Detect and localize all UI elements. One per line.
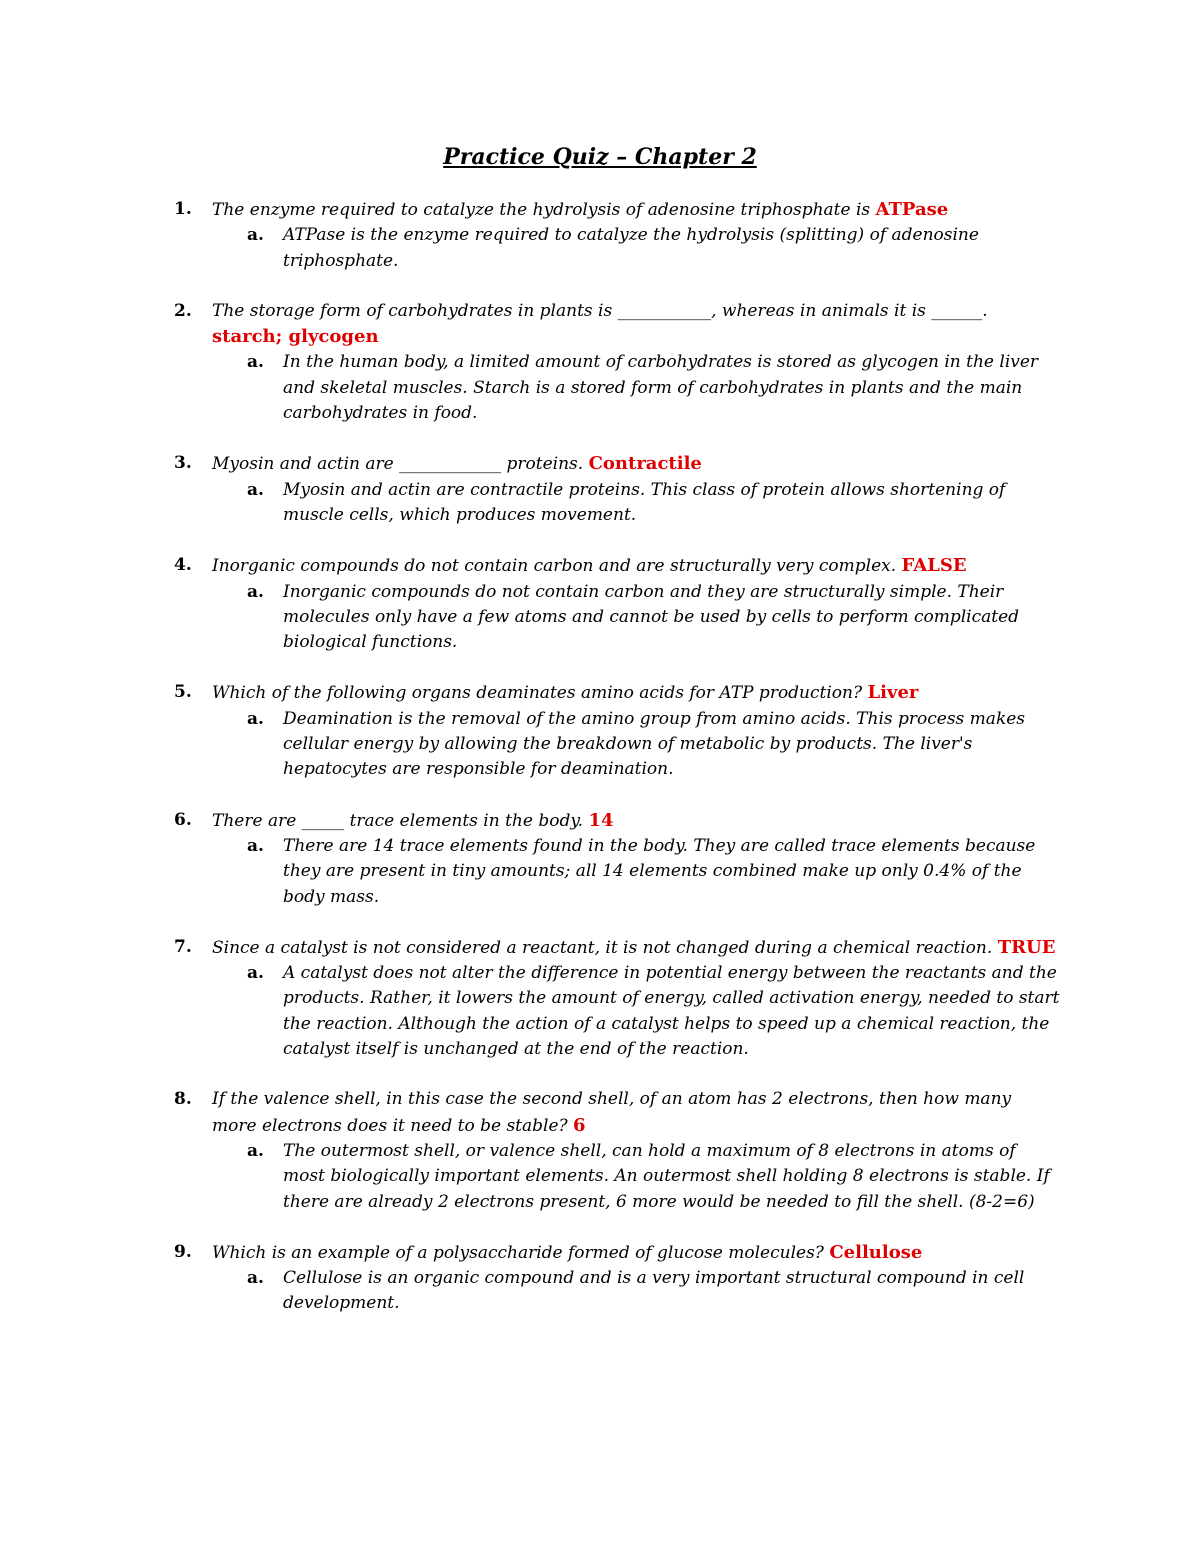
explanation	[212, 580, 1060, 656]
answer-text: 14	[588, 809, 614, 831]
explanation-letter: a.	[247, 1268, 264, 1289]
explanation-text: Deamination is the removal of the amino group from amino acids. This process makes cellular energy by allowing the breakdown of metabolic by products. The liver's hepatocytes are responsible for deamination.	[283, 708, 1026, 780]
question-item	[0, 1087, 1200, 1214]
answer-text: starch; glycogen	[212, 326, 379, 348]
question-number: 2.	[174, 300, 192, 321]
question-list	[0, 197, 1200, 1342]
answer-text: TRUE	[997, 936, 1056, 958]
question-number: 9.	[174, 1241, 192, 1262]
explanation-text: A catalyst does not alter the difference in potential energy between the reactants and the products. Rather, it lowers the amount of energy, called activation energy, needed to start the reaction. Although the action of a catalyst helps to speed up a chemical reaction, the catalyst itself is unchanged at the end of the reaction.	[283, 963, 1060, 1060]
explanation-letter: a.	[247, 581, 264, 602]
explanation-letter: a.	[247, 479, 264, 500]
question-item	[0, 197, 1200, 274]
explanation-text: Myosin and actin are contractile proteins. This class of protein allows shortening of muscle cells, which produces movement.	[283, 479, 1006, 525]
question-number: 4.	[174, 555, 192, 576]
question-text: The storage form of carbohydrates in plants is ___________, whereas in animals it is ______.	[212, 300, 988, 321]
question-line	[212, 935, 1060, 961]
explanation	[212, 478, 1060, 529]
explanation	[212, 961, 1060, 1062]
question-line	[212, 451, 1060, 477]
question-item	[0, 1240, 1200, 1317]
question-text: Which of the following organs deaminates amino acids for ATP production?	[212, 683, 868, 704]
explanation-text: In the human body, a limited amount of carbohydrates is stored as glycogen in the liver and skeletal muscles. Starch is a stored form of carbohydrates in plants and the main carbohydrates in food.	[283, 352, 1039, 424]
explanation	[212, 1139, 1060, 1215]
explanation-text: The outermost shell, or valence shell, can hold a maximum of 8 electrons in atoms of most biologically important elements. An outermost shell holding 8 electrons is stable. If there are already 2 electrons present, 6 more would be needed to fill the shell. (8-2=6)	[283, 1140, 1050, 1212]
question-line	[212, 808, 1060, 834]
question-number: 1.	[174, 199, 192, 219]
explanation-letter: a.	[247, 225, 264, 246]
answer-text: 6	[573, 1114, 586, 1136]
question-item	[0, 553, 1200, 655]
explanation-letter: a.	[247, 708, 264, 729]
answer-text: Cellulose	[829, 1241, 923, 1263]
explanation-text: Inorganic compounds do not contain carbon and they are structurally simple. Their molecules only have a few atoms and cannot be used by cells to perform complicated biological functions.	[283, 581, 1020, 653]
question-item	[0, 680, 1200, 782]
question-number: 3.	[174, 453, 192, 474]
explanation-letter: a.	[247, 835, 264, 856]
question-item	[0, 299, 1200, 426]
question-number: 5.	[174, 682, 192, 703]
explanation	[212, 223, 1060, 274]
question-text: Inorganic compounds do not contain carbon and are structurally very complex.	[212, 556, 902, 577]
question-item	[0, 451, 1200, 528]
question-number: 6.	[174, 809, 192, 830]
explanation-letter: a.	[247, 1140, 264, 1161]
explanation-text: ATPase is the enzyme required to catalyze the hydrolysis (splitting) of adenosine triphosphate.	[283, 225, 979, 271]
question-text: Myosin and actin are ____________ proteins.	[212, 454, 589, 475]
question-line	[212, 197, 1060, 223]
question-line	[212, 680, 1060, 706]
page-title: Practice Quiz – Chapter 2	[443, 144, 757, 170]
question-line	[212, 553, 1060, 579]
explanation	[212, 834, 1060, 910]
question-line	[212, 1240, 1060, 1266]
explanation-letter: a.	[247, 963, 264, 984]
explanation-letter: a.	[247, 352, 264, 373]
answer-text: Liver	[867, 682, 919, 704]
question-text: There are _____ trace elements in the body.	[212, 810, 589, 831]
question-item	[0, 808, 1200, 910]
question-number: 7.	[174, 936, 192, 957]
question-item	[0, 935, 1200, 1062]
question-text: If the valence shell, in this case the second shell, of an atom has 2 electrons, then how many more electrons does it need to be stable?	[212, 1089, 1012, 1136]
explanation-text: Cellulose is an organic compound and is a very important structural compound in cell development.	[283, 1268, 1025, 1314]
explanation	[212, 707, 1060, 783]
question-text: Since a catalyst is not considered a reactant, it is not changed during a chemical reaction.	[212, 937, 998, 958]
explanation	[212, 1266, 1060, 1317]
explanation	[212, 350, 1060, 426]
question-line	[212, 299, 1060, 351]
explanation-text: There are 14 trace elements found in the body. They are called trace elements because they are present in tiny amounts; all 14 elements combined make up only 0.4% of the body mass.	[283, 835, 1036, 907]
question-text: The enzyme required to catalyze the hydrolysis of adenosine triphosphate is	[212, 200, 876, 220]
answer-text: ATPase	[875, 199, 949, 220]
answer-text: FALSE	[901, 555, 967, 577]
answer-text: Contractile	[588, 453, 702, 475]
question-line	[212, 1087, 1060, 1139]
question-text: Which is an example of a polysaccharide formed of glucose molecules?	[212, 1242, 830, 1263]
question-number: 8.	[174, 1089, 192, 1110]
